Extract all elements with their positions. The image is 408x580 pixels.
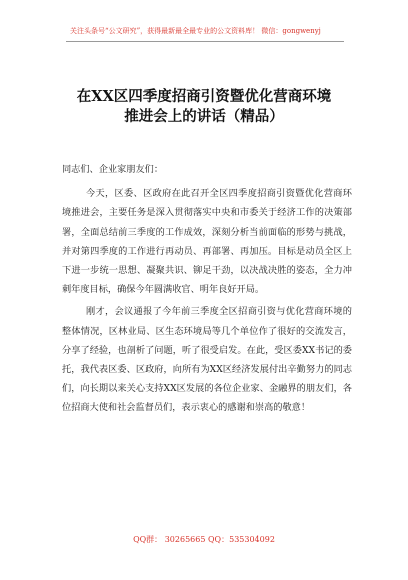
salutation: 同志们、企业家朋友们： — [62, 164, 164, 175]
title-line-2: 推进会上的讲话（精品） — [124, 108, 284, 125]
document-title — [40, 87, 368, 127]
footer-qq-contact: QQ群： 30265665 QQ：535304092 — [133, 535, 275, 544]
header-divider — [66, 41, 344, 42]
paragraph-1: 今天，区委、区政府在此召开全区四季度招商引资暨优化营商环境推进会，主要任务是深入贯彻落实中央和市委关于经济工作的决策部署，全面总结前三季度的工作成效，深刻分析当前面临的形势与挑战，并对第四季度的工作进行再动员、再部署、再加压。目标是动员全区上下进一步统一思想、凝聚共识、铆足干劲，以决战决胜的姿态，全力冲刺年度目标，确保今年圆满收官、明年良好开局。 — [62, 188, 352, 296]
paragraph-2: 刚才，会议通报了今年前三季度全区招商引资与优化营商环境的整体情况，区林业局、区生态环境局等几个单位作了很好的交流发言，分享了经验，也剖析了问题，听了很受启发。在此，受区委XX书记的委托，我代表区委、区政府，向所有为XX区经济发展付出辛勤努力的同志们，向长期以来关心支持XX区发展的各位企业家、金融界的朋友们，各位招商大使和社会监督员们，表示衷心的感谢和崇高的敬意！ — [62, 306, 352, 414]
document-body — [62, 160, 352, 418]
title-line-1: 在XX区四季度招商引资暨优化营商环境 — [76, 88, 332, 105]
header-promo-note: 关注头条号“公文研究”，获得最新最全最专业的公文资料库！ 微信：gongwenyj — [70, 27, 321, 35]
